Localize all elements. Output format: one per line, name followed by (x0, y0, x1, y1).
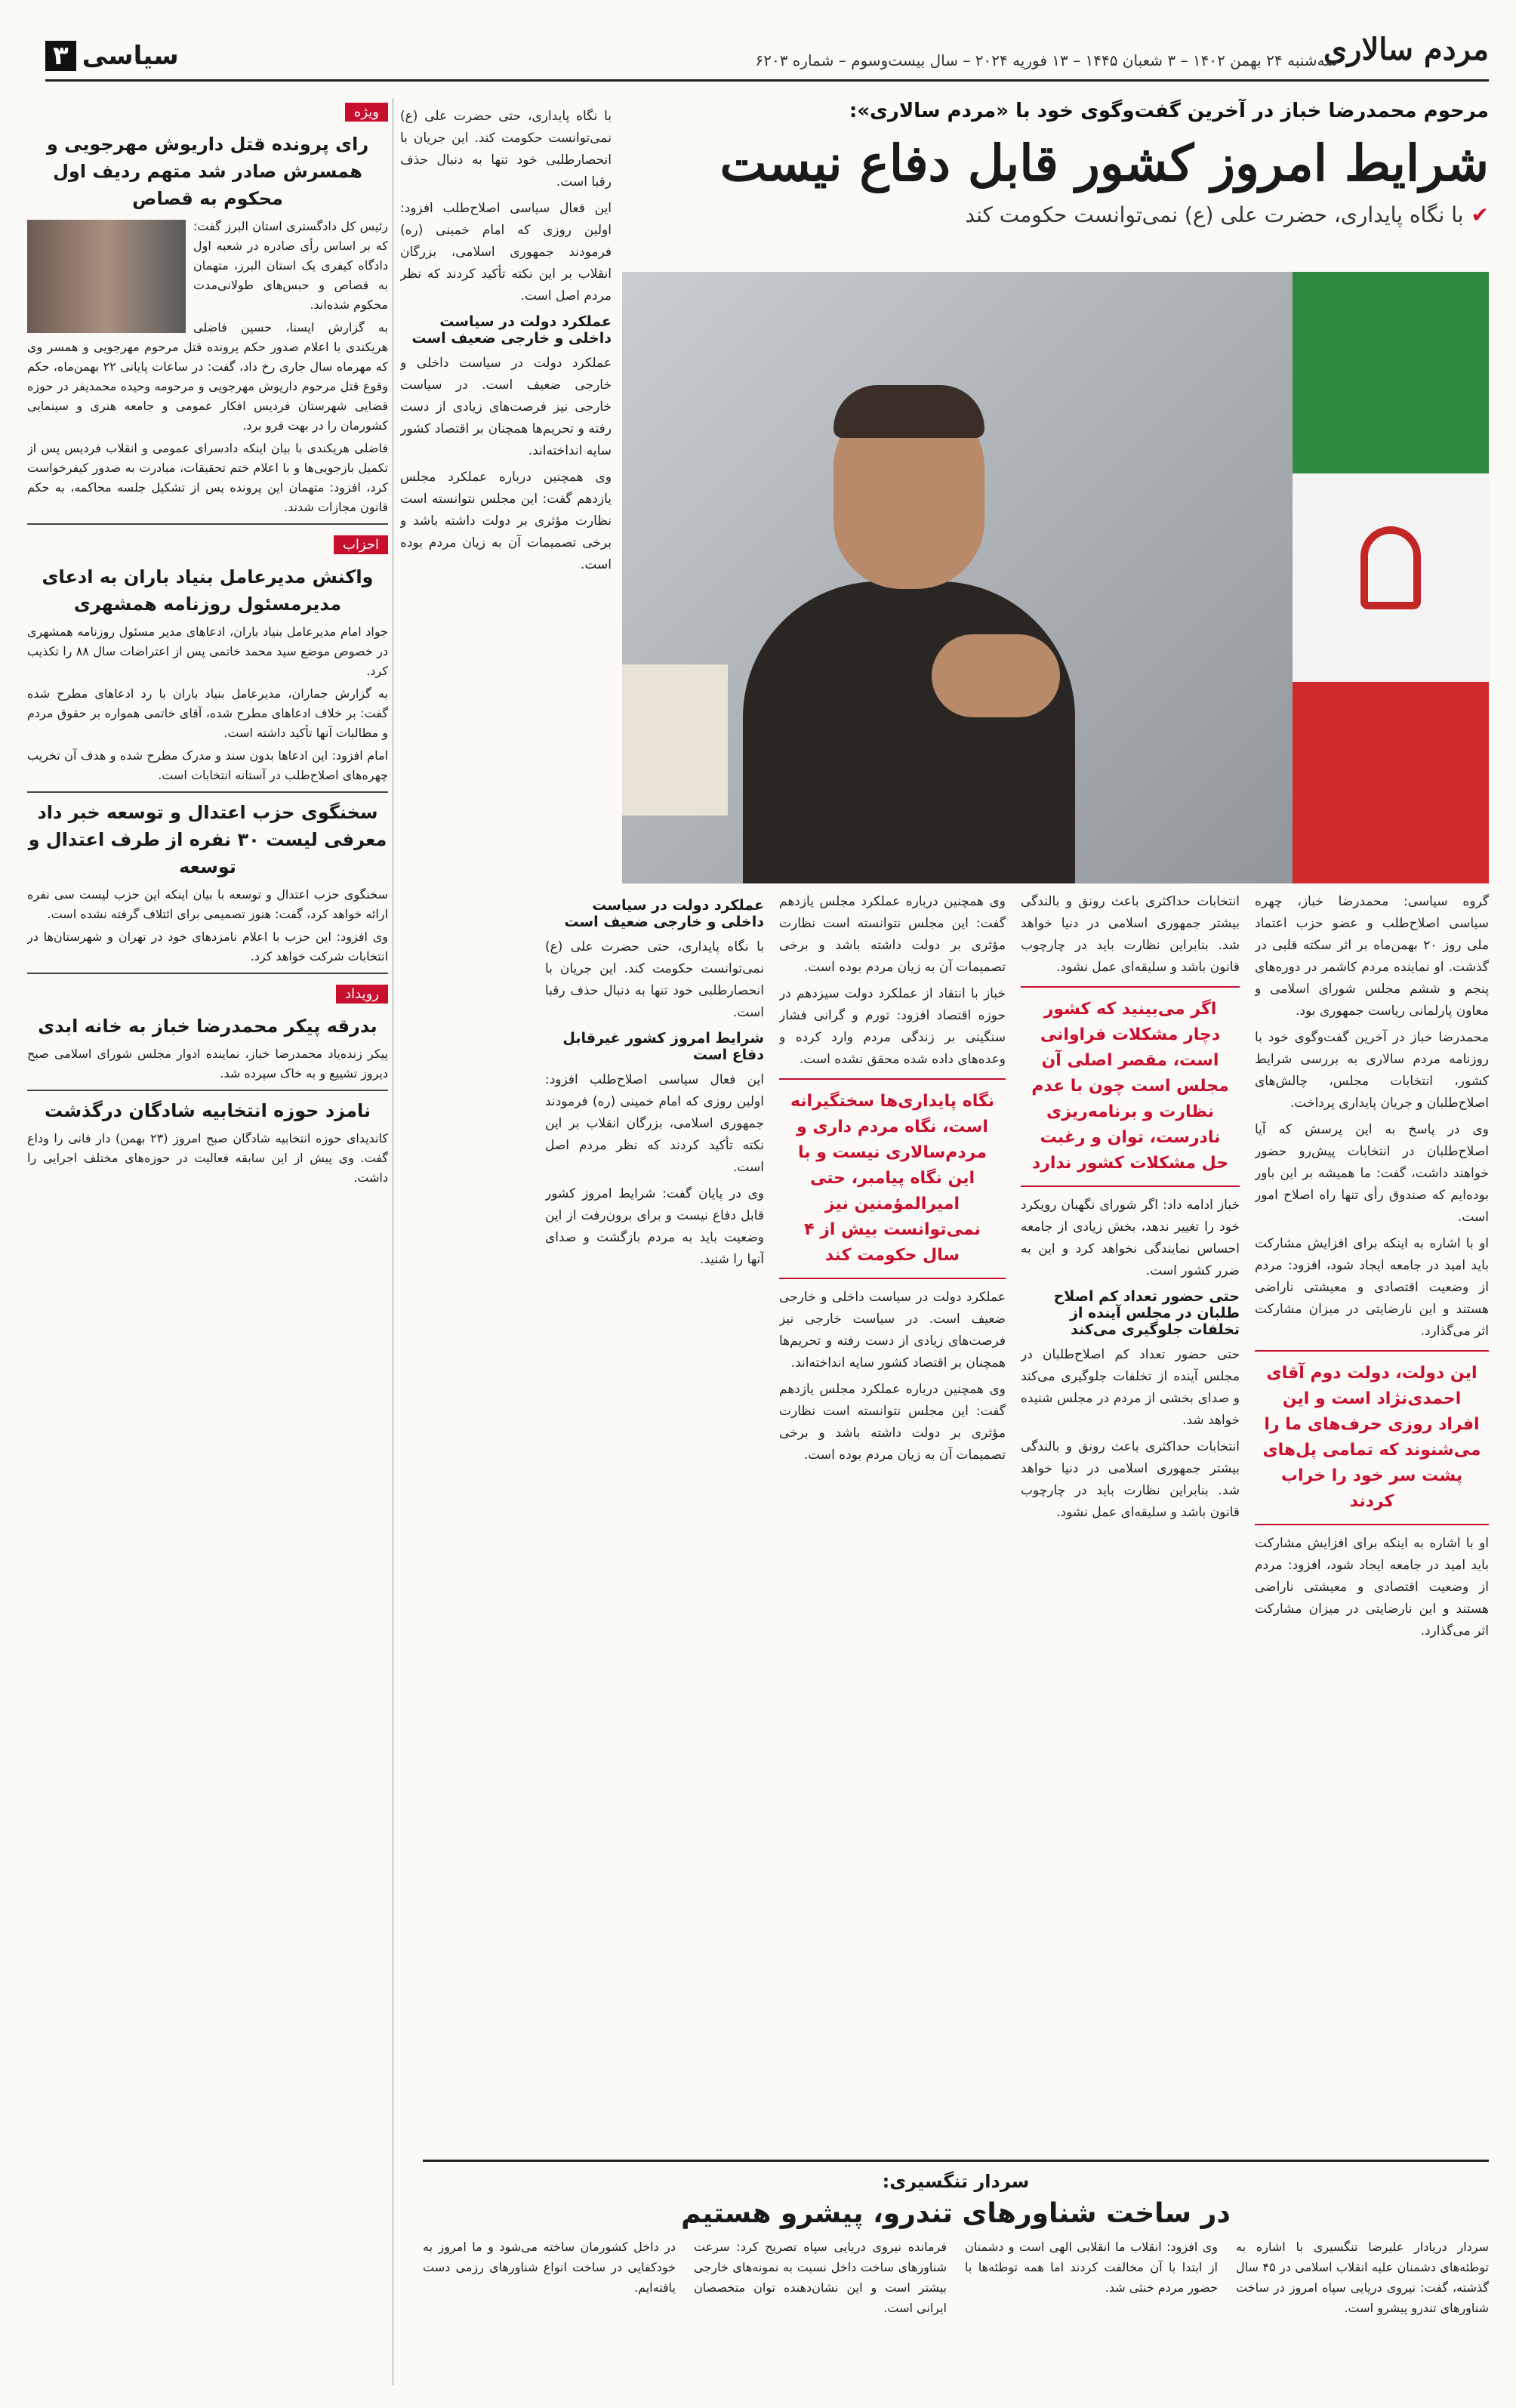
section-label (45, 41, 179, 71)
headline-kicker: مرحوم محمدرضا خباز در آخرین گفت‌وگوی خود با «مردم سالاری»: (849, 100, 1489, 122)
article-column-2 (1021, 891, 1240, 2136)
paragraph: وی همچنین درباره عملکرد مجلس یازدهم گفت: این مجلس نتوانسته است نظارت مؤثری بر دولت داشته باشد و برخی تصمیمات آن به زیان مردم بوده است. (779, 1382, 1006, 1463)
category-tag: احزاب (334, 535, 388, 554)
paragraph: عملکرد دولت در سیاست داخلی و خارجی ضعیف است. در سیاست خارجی نیز فرصت‌های زیادی از دست رفته و تحریم‌ها همچنان بر اقتصاد کشور سایه انداخته‌اند. (779, 1290, 1006, 1370)
paragraph: به گزارش جماران، مدیرعامل بنیاد باران با رد ادعاهای مطرح شده گفت: بر خلاف ادعاهای مطرح شده، آقای خاتمی همواره بر حقوق مردم و مطالبات آنها تأکید داشته است. (27, 686, 388, 740)
page-number: ۳ (45, 41, 76, 71)
pull-quote: نگاه پایداری‌ها سختگیرانه است، نگاه مردم داری و مردم‌سالاری نیست و با این نگاه پیامبر، حتی امیرالمؤمنین نیز نمی‌توانست بیش از ۴ سال حکومت کند (779, 1078, 1006, 1279)
article-column-top-left (400, 106, 612, 1026)
subheading: عملکرد دولت در سیاست داخلی و خارجی ضعیف است (411, 313, 612, 347)
newspaper-logo: مردم سالاری (1323, 32, 1489, 67)
story-title: رای پرونده قتل داریوش مهرجویی و همسرش صادر شد متهم ردیف اول محکوم به قصاص (46, 134, 369, 209)
paragraph: عملکرد دولت در سیاست داخلی و خارجی ضعیف است. در سیاست خارجی نیز فرصت‌های زیادی از دست رفته و تحریم‌ها همچنان بر اقتصاد کشور سایه انداخته‌اند. (400, 356, 612, 458)
subheading: شرایط امروز کشور غیرقابل دفاع است (562, 1030, 764, 1063)
subheading: عملکرد دولت در سیاست داخلی و خارجی ضعیف است (564, 897, 764, 930)
paragraph: گروه سیاسی: محمدرضا خباز، چهره سیاسی اصلاح‌طلب و عضو حزب اعتماد ملی روز ۲۰ بهمن‌ماه بر اثر سکته قلبی در گذشت. او نماینده مردم کاشمر در دوره‌های پنجم و ششم مجلس شورای اسلامی و معاون پارلمانی ریاست جمهوری بود. (1255, 894, 1489, 1019)
paragraph: رئیس کل دادگستری استان البرز گفت: که بر اساس رأی صادره در شعبه اول دادگاه کیفری یک استان البرز، متهمان به قصاص و حبس‌های طولانی‌مدت محکوم شده‌اند. (193, 219, 388, 312)
story-title: نامزد حوزه انتخابیه شادگان درگذشت (45, 1100, 371, 1121)
background-sign (622, 664, 728, 816)
paragraph: محمدرضا خباز در آخرین گفت‌وگوی خود با روزنامه مردم سالاری به بررسی شرایط کشور، انتخابات مجلس، چالش‌های اصلاح‌طلبان و جریان پایداری پرداخت. (1255, 1030, 1489, 1111)
section-name: سیاسی (82, 41, 179, 71)
pull-quote: این دولت، دولت دوم آقای احمدی‌نژاد است و این افراد روزی حرف‌های ما را می‌شنوند که تمامی پل‌های پشت سر خود را خراب کردند (1255, 1350, 1489, 1525)
paragraph: این فعال سیاسی اصلاح‌طلب افزود: اولین روزی که امام خمینی (ره) فرمودند جمهوری اسلامی، بزرگان انقلاب بر این نکته تأکید کردند که نظر مردم اصل است. (400, 201, 612, 304)
bottom-title: در ساخت شناورهای تندرو، پیشرو هستیم (681, 2198, 1231, 2229)
bottom-kicker: سردار تنگسیری: (882, 2171, 1030, 2192)
paragraph: وی همچنین درباره عملکرد مجلس یازدهم گفت: این مجلس نتوانسته است نظارت مؤثری بر دولت داشته باشد و برخی تصمیمات آن به زیان مردم بوده است. (400, 470, 612, 572)
story-photo (27, 220, 186, 333)
story-title: بدرقه پیکر محمدرضا خباز به خانه ابدی (38, 1016, 377, 1037)
paragraph: خباز ادامه داد: اگر شورای نگهبان رویکرد خود را تغییر ندهد، بخش زیادی از جامعه احساس نمایندگی نخواهد کرد و این به ضرر کشور است. (1021, 1198, 1240, 1278)
paragraph: فرمانده نیروی دریایی سپاه تصریح کرد: سرعت شناورهای ساخت داخل نسبت به نمونه‌های خارجی بیشتر است و این نشان‌دهنده توان متخصصان ایرانی است. (694, 2240, 947, 2315)
paragraph: وی افزود: انقلاب ما انقلابی الهی است و دشمنان از ابتدا با آن مخالفت کردند اما همه توطئه‌ها با حضور مردم خنثی شد. (965, 2240, 1218, 2295)
paragraph: به گزارش ایسنا، حسین فاضلی هریکندی با اعلام صدور حکم پرونده قتل مرحوم مهرجویی و همسر وی که مهرماه سال جاری رخ داد، گفت: در ساعات پایانی ۲۲ بهمن‌ماه، حکم وقوع قتل مرحوم داریوش مهرجویی و مرحومه وحیده محمدیفر در حوزه قضایی شهرستان فردیس افکار عمومی و جامعه هنری و سینمایی کشورمان را در بهت فرو برد. (27, 320, 388, 433)
checkmark-icon: ✔ (1471, 202, 1489, 227)
paragraph: وی در پاسخ به این پرسش که آیا اصلاح‌طلبان در انتخابات پیش‌رو حضور خواهند داشت، گفت: ما همیشه بر این باور بوده‌ایم که صندوق رأی تنها راه اصلاح امور است. (1255, 1122, 1489, 1225)
speaker-figure (743, 355, 1060, 883)
masthead (45, 30, 1489, 82)
paragraph: وی افزود: این حزب با اعلام نامزدهای خود در تهران و شهرستان‌ها در انتخابات شرکت خواهد کرد. (27, 930, 388, 964)
paragraph: وی همچنین درباره عملکرد مجلس یازدهم گفت: این مجلس نتوانسته است نظارت مؤثری بر دولت داشته باشد و برخی تصمیمات آن به زیان مردم بوده است. (779, 894, 1006, 975)
article-column-4 (545, 891, 764, 2136)
iran-flag-image (1293, 272, 1489, 883)
article-column-3 (779, 891, 1006, 2136)
dateline: سه‌شنبه ۲۴ بهمن ۱۴۰۲ – ۳ شعبان ۱۴۴۵ – ۱۳ فوریه ۲۰۲۴ – سال بیست‌وسوم – شماره ۶۲۰۳ (755, 51, 1338, 69)
paragraph: کاندیدای حوزه انتخابیه شادگان صبح امروز (۲۳ بهمن) دار فانی را وداع گفت. وی پیش از این سابقه فعالیت در حوزه‌های مختلف اجرایی را داشت. (27, 1131, 388, 1185)
paragraph: امام افزود: این ادعاها بدون سند و مدرک مطرح شده و هدف آن تخریب چهره‌های اصلاح‌طلب در آستانه انتخابات است. (27, 748, 388, 782)
category-tag: ویژه (345, 103, 388, 122)
bottom-news-box (423, 2160, 1489, 2386)
subheading: حتی حضور تعداد کم اصلاح طلبان در مجلس آینده از تخلفات جلوگیری می‌کند (1053, 1288, 1240, 1338)
paragraph: با نگاه پایداری، حتی حضرت علی (ع) نمی‌توانست حکومت کند. این جریان با انحصارطلبی خود تنها به دنبال حذف رقبا است. (400, 109, 612, 190)
subtitle-text: با نگاه پایداری، حضرت علی (ع) نمی‌توانست حکومت کند (965, 202, 1464, 227)
paragraph: خباز با انتقاد از عملکرد دولت سیزدهم در حوزه اقتصاد افزود: تورم و گرانی فشار سنگینی بر زندگی مردم وارد کرده و وعده‌های داده شده محقق نشده است. (779, 986, 1006, 1067)
paragraph: جواد امام مدیرعامل بنیاد باران، ادعاهای مدیر مسئول روزنامه همشهری در خصوص موضع سید محمد خاتمی پس از اعتراضات سال ۸۸ را تکذیب کرد. (27, 624, 388, 678)
paragraph: او با اشاره به اینکه برای افزایش مشارکت باید امید در جامعه ایجاد شود، افزود: مردم از وضعیت اقتصادی و معیشتی ناراضی هستند و این نارضایتی در میزان مشارکت اثر می‌گذارد. (1255, 1236, 1489, 1339)
paragraph: پیکر زنده‌یاد محمدرضا خباز، نماینده ادوار مجلس شورای اسلامی صبح دیروز تشییع و به خاک سپرده شد. (27, 1047, 388, 1081)
paragraph: وی در پایان گفت: شرایط امروز کشور قابل دفاع نیست و برای برون‌رفت از این وضعیت باید به مردم بازگشت و صدای آنها را شنید. (545, 1186, 764, 1267)
portrait-photo (622, 272, 1489, 883)
paragraph: فاضلی هریکندی با بیان اینکه دادسرای عمومی و انقلاب فردیس پس از تکمیل بازجویی‌ها و با اعلام ختم تحقیقات، مبادرت به صدور کیفرخواست کرد، افزود: متهمان این پرونده پس از تشکیل جلسه محاکمه، به حکم قانون مجازات شدند. (27, 441, 388, 514)
paragraph: در داخل کشورمان ساخته می‌شود و ما امروز به خودکفایی در ساخت انواع شناورهای رزمی دست یافته‌ایم. (423, 2240, 676, 2295)
paragraph: او با اشاره به اینکه برای افزایش مشارکت باید امید در جامعه ایجاد شود، افزود: مردم از وضعیت اقتصادی و معیشتی ناراضی هستند و این نارضایتی در میزان مشارکت اثر می‌گذارد. (1255, 1536, 1489, 1639)
paragraph: سخنگوی حزب اعتدال و توسعه با بیان اینکه این حزب لیست سی نفره ارائه خواهد کرد، گفت: هنوز تصمیمی برای ائتلاف گرفته نشده است. (27, 887, 388, 921)
article-column-1 (1255, 891, 1489, 2136)
paragraph: انتخابات حداکثری باعث رونق و بالندگی بیشتر جمهوری اسلامی در دنیا خواهد شد. بنابراین نظارت باید در چارچوب قانون باشد و سلیقه‌ای عمل نشود. (1021, 1439, 1240, 1520)
category-tag: رویداد (336, 985, 388, 1004)
paragraph: انتخابات حداکثری باعث رونق و بالندگی بیشتر جمهوری اسلامی در دنیا خواهد شد. بنابراین نظارت باید در چارچوب قانون باشد و سلیقه‌ای عمل نشود. (1021, 894, 1240, 975)
paragraph: حتی حضور تعداد کم اصلاح‌طلبان در مجلس آینده از تخلفات جلوگیری می‌کند و صدای بخشی از مردم در مجلس شنیده خواهد شد. (1021, 1347, 1240, 1428)
headline-title: شرایط امروز کشور قابل دفاع نیست (719, 134, 1489, 193)
story-title: واکنش مدیرعامل بنیاد باران به ادعای مدیرمسئول روزنامه همشهری (42, 566, 374, 615)
paragraph: سردار دریادار علیرضا تنگسیری با اشاره به توطئه‌های دشمنان علیه انقلاب اسلامی در ۴۵ سال گذشته، گفت: نیروی دریایی سپاه امروز در ساخت شناورهای تندرو پیشرو است. (1236, 2240, 1490, 2315)
pull-quote: اگر می‌بینید که کشور دچار مشکلات فراوانی است، مقصر اصلی آن مجلس است چون با عدم نظارت و برنامه‌ریزی نادرست، توان و رغبت حل مشکلات کشور ندارد (1021, 986, 1240, 1187)
story-title: سخنگوی حزب اعتدال و توسعه خبر داد معرفی لیست ۳۰ نفره از طرف اعتدال و توسعه (28, 802, 387, 877)
paragraph: این فعال سیاسی اصلاح‌طلب افزود: اولین روزی که امام خمینی (ره) فرمودند جمهوری اسلامی، بزرگان انقلاب بر این نکته تأکید کردند که نظر مردم اصل است. (545, 1072, 764, 1175)
sidebar (27, 98, 388, 2385)
paragraph: با نگاه پایداری، حتی حضرت علی (ع) نمی‌توانست حکومت کند. این جریان با انحصارطلبی خود تنها به دنبال حذف رقبا است. (545, 939, 764, 1020)
